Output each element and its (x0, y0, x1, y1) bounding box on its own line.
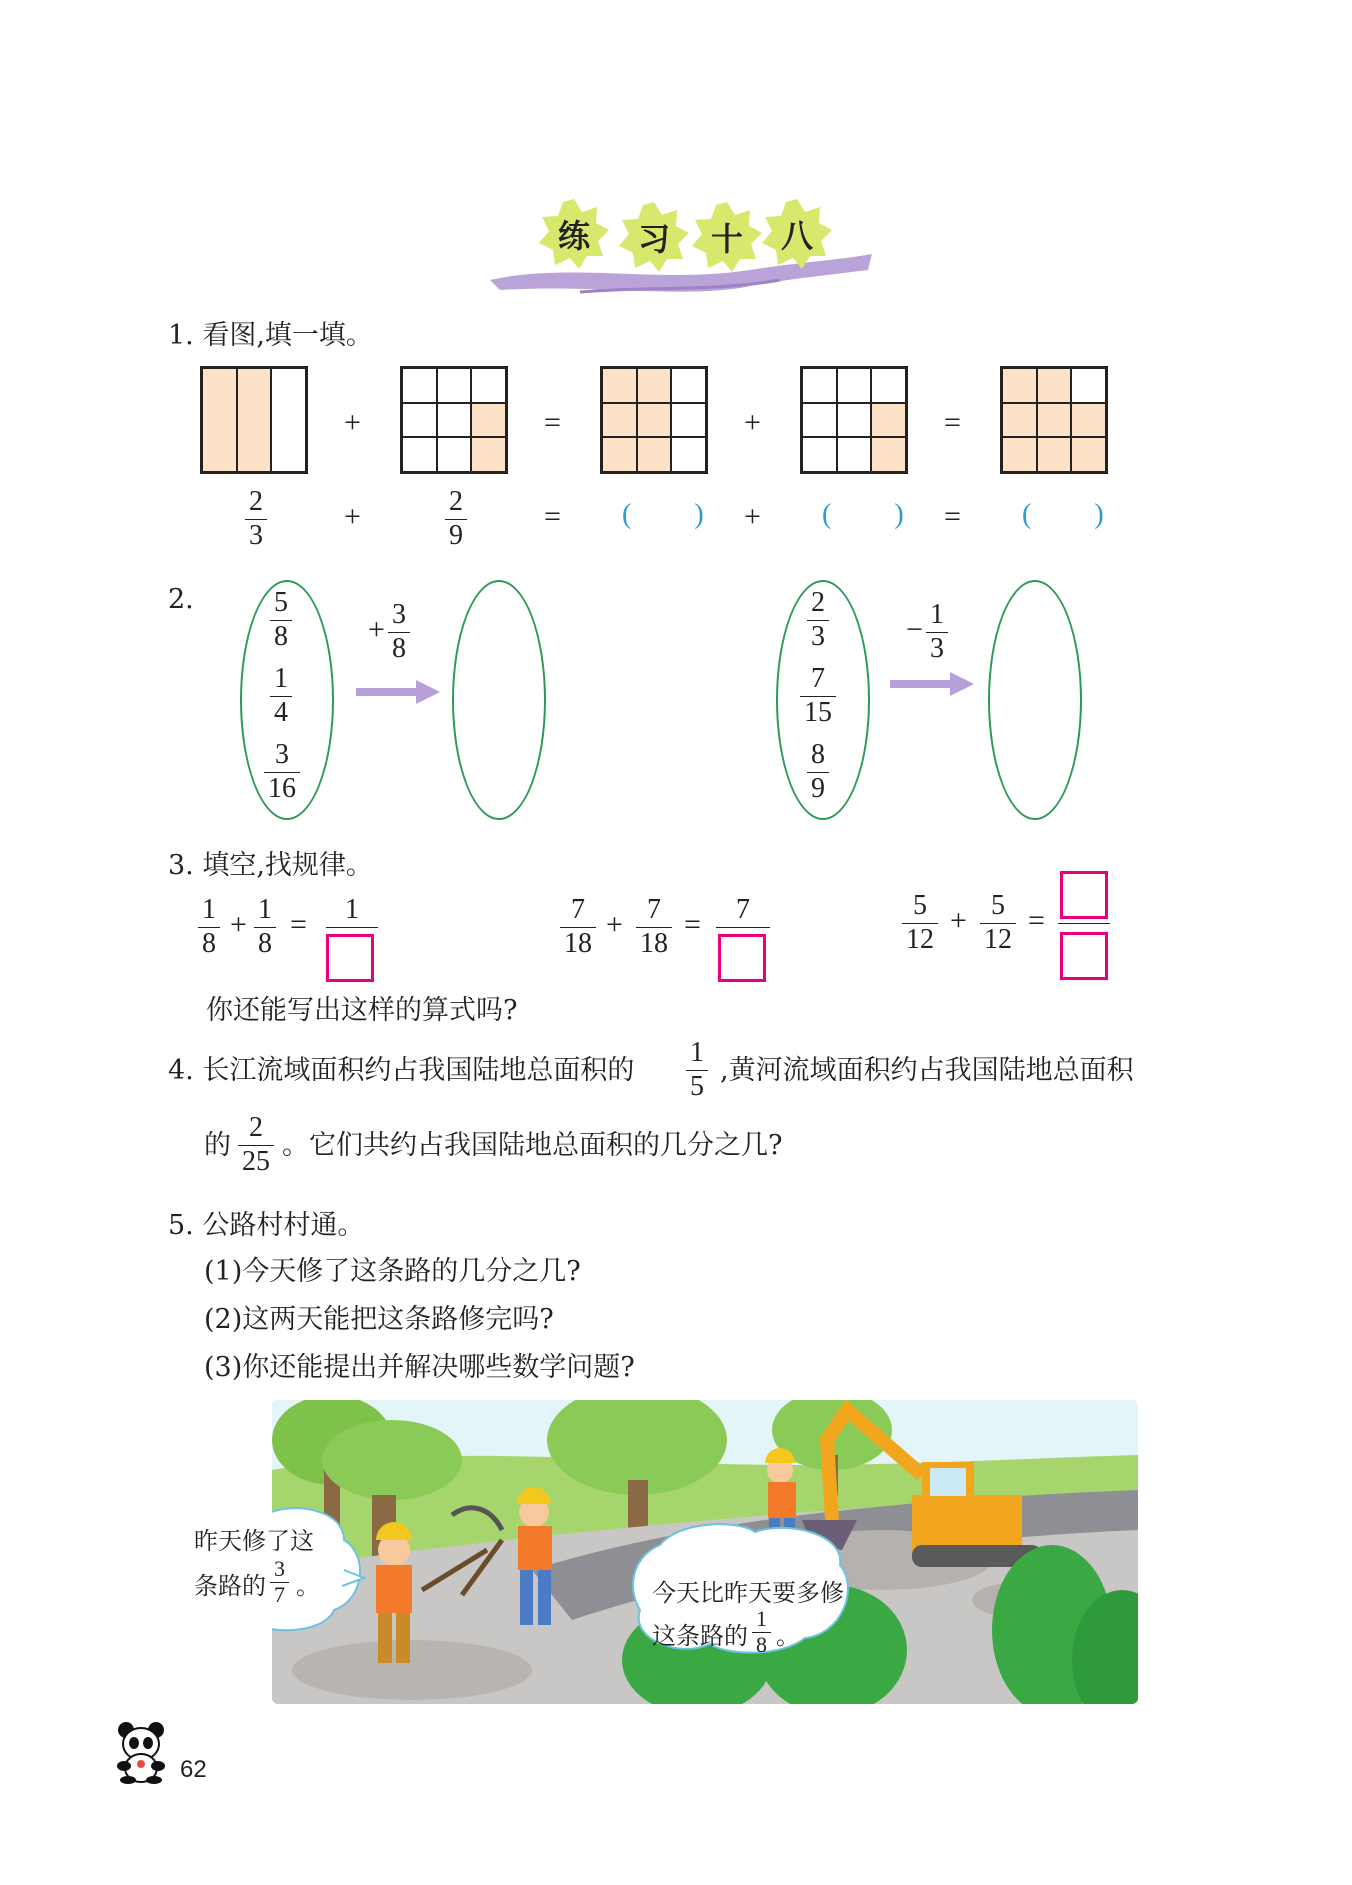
fraction-one-eighth: 1 8 (254, 895, 276, 959)
plus-sign: + (344, 500, 361, 533)
operator-sign: + (368, 613, 385, 646)
result-numerator: 1 (345, 894, 359, 925)
plus-sign: + (344, 406, 361, 439)
bubble-left-line2: 条路的 (194, 1572, 266, 1600)
result-numerator: 7 (736, 894, 750, 925)
q5-subquestion-3: (3)你还能提出并解决哪些数学问题? (204, 1352, 635, 1383)
equals-sign: = (544, 500, 561, 533)
q1-prompt: 1. 看图,填一填。 (168, 320, 373, 351)
operator-fraction-one-third: 1 3 (926, 600, 948, 664)
fraction-two-twentyfifths: 2 25 (238, 1113, 274, 1177)
right-arrow-icon (356, 680, 440, 704)
title-char-1: 练 (537, 197, 611, 271)
bubble-right-line1: 今天比昨天要多修 (652, 1579, 844, 1607)
fraction-five-twelfths: 5 12 (980, 891, 1016, 955)
fraction-two-thirds: 2 3 (245, 487, 267, 551)
fraction-two-thirds: 2 3 (807, 588, 829, 652)
fraction-bar (1058, 923, 1110, 924)
answer-box[interactable] (326, 934, 374, 982)
bubble-right-end: 。 (776, 1622, 800, 1650)
q5-prompt: 5. 公路村村通。 (168, 1210, 365, 1241)
equals-sign: = (1028, 904, 1045, 937)
plus-sign: + (950, 904, 967, 937)
fraction-one-fifth: 1 5 (686, 1038, 708, 1102)
fraction-one-quarter: 1 4 (270, 664, 292, 728)
fraction-grid-two-ninths (800, 366, 908, 474)
road-construction-illustration (272, 1400, 1138, 1704)
plus-sign: + (744, 406, 761, 439)
title-char-4: 八 (760, 197, 834, 271)
q2-number: 2. (168, 584, 194, 615)
fraction-eight-ninths: 8 9 (807, 740, 829, 804)
fraction-bar (326, 927, 378, 928)
answer-blank[interactable]: ( ) (822, 499, 932, 530)
q5-subquestion-2: (2)这两天能把这条路修完吗? (204, 1304, 554, 1335)
fraction-five-eighths: 5 8 (270, 588, 292, 652)
q3-prompt: 3. 填空,找规律。 (168, 850, 373, 881)
equals-sign: = (944, 500, 961, 533)
right-arrow-icon (890, 672, 974, 696)
fraction-one-eighth: 1 8 (752, 1608, 771, 1656)
q5-subquestion-1: (1)今天修了这条路的几分之几? (204, 1256, 581, 1287)
plus-sign: + (744, 500, 761, 533)
equals-sign: = (944, 406, 961, 439)
panda-icon (112, 1720, 170, 1784)
bubble-left-end: 。 (296, 1572, 320, 1600)
page-number: 62 (180, 1756, 207, 1783)
fraction-three-sixteenths: 3 16 (264, 740, 300, 804)
answer-blank[interactable]: ( ) (622, 499, 732, 530)
plus-sign: + (606, 908, 623, 941)
answer-oval[interactable] (452, 580, 546, 820)
plus-sign: + (230, 908, 247, 941)
operator-sign: − (906, 613, 923, 646)
bubble-right-line2: 这条路的 (652, 1622, 748, 1650)
answer-box-denominator[interactable] (1060, 932, 1108, 980)
equals-sign: = (290, 908, 307, 941)
equals-sign: = (544, 406, 561, 439)
q4-text-part4: 。它们共约占我国陆地总面积的几分之几? (282, 1130, 783, 1161)
q4-text-part2: ,黄河流域面积约占我国陆地总面积 (720, 1055, 1134, 1086)
answer-box-numerator[interactable] (1060, 871, 1108, 919)
fraction-five-twelfths: 5 12 (902, 891, 938, 955)
fraction-seven-eighteenths: 7 18 (636, 895, 672, 959)
fraction-bar (716, 927, 770, 928)
fraction-grid-two-thirds (200, 366, 308, 474)
answer-blank[interactable]: ( ) (1022, 499, 1132, 530)
fraction-one-eighth: 1 8 (198, 895, 220, 959)
q4-text-part3: 的 (204, 1130, 231, 1161)
fraction-three-sevenths: 3 7 (270, 1558, 289, 1606)
fraction-grid-six-ninths (600, 366, 708, 474)
bubble-left-line1: 昨天修了这 (194, 1527, 314, 1555)
answer-box[interactable] (718, 934, 766, 982)
title-char-2: 习 (617, 200, 691, 274)
fraction-grid-two-ninths (400, 366, 508, 474)
equals-sign: = (684, 908, 701, 941)
q3-followup: 你还能写出这样的算式吗? (206, 995, 518, 1026)
answer-oval[interactable] (988, 580, 1082, 820)
fraction-grid-eight-ninths (1000, 366, 1108, 474)
title-char-3: 十 (690, 200, 764, 274)
q4-text-part1: 4. 长江流域面积约占我国陆地总面积的 (168, 1055, 635, 1086)
fraction-seven-fifteenths: 7 15 (800, 664, 836, 728)
operator-fraction-three-eighths: 3 8 (388, 600, 410, 664)
fraction-seven-eighteenths: 7 18 (560, 895, 596, 959)
fraction-two-ninths: 2 9 (445, 487, 467, 551)
